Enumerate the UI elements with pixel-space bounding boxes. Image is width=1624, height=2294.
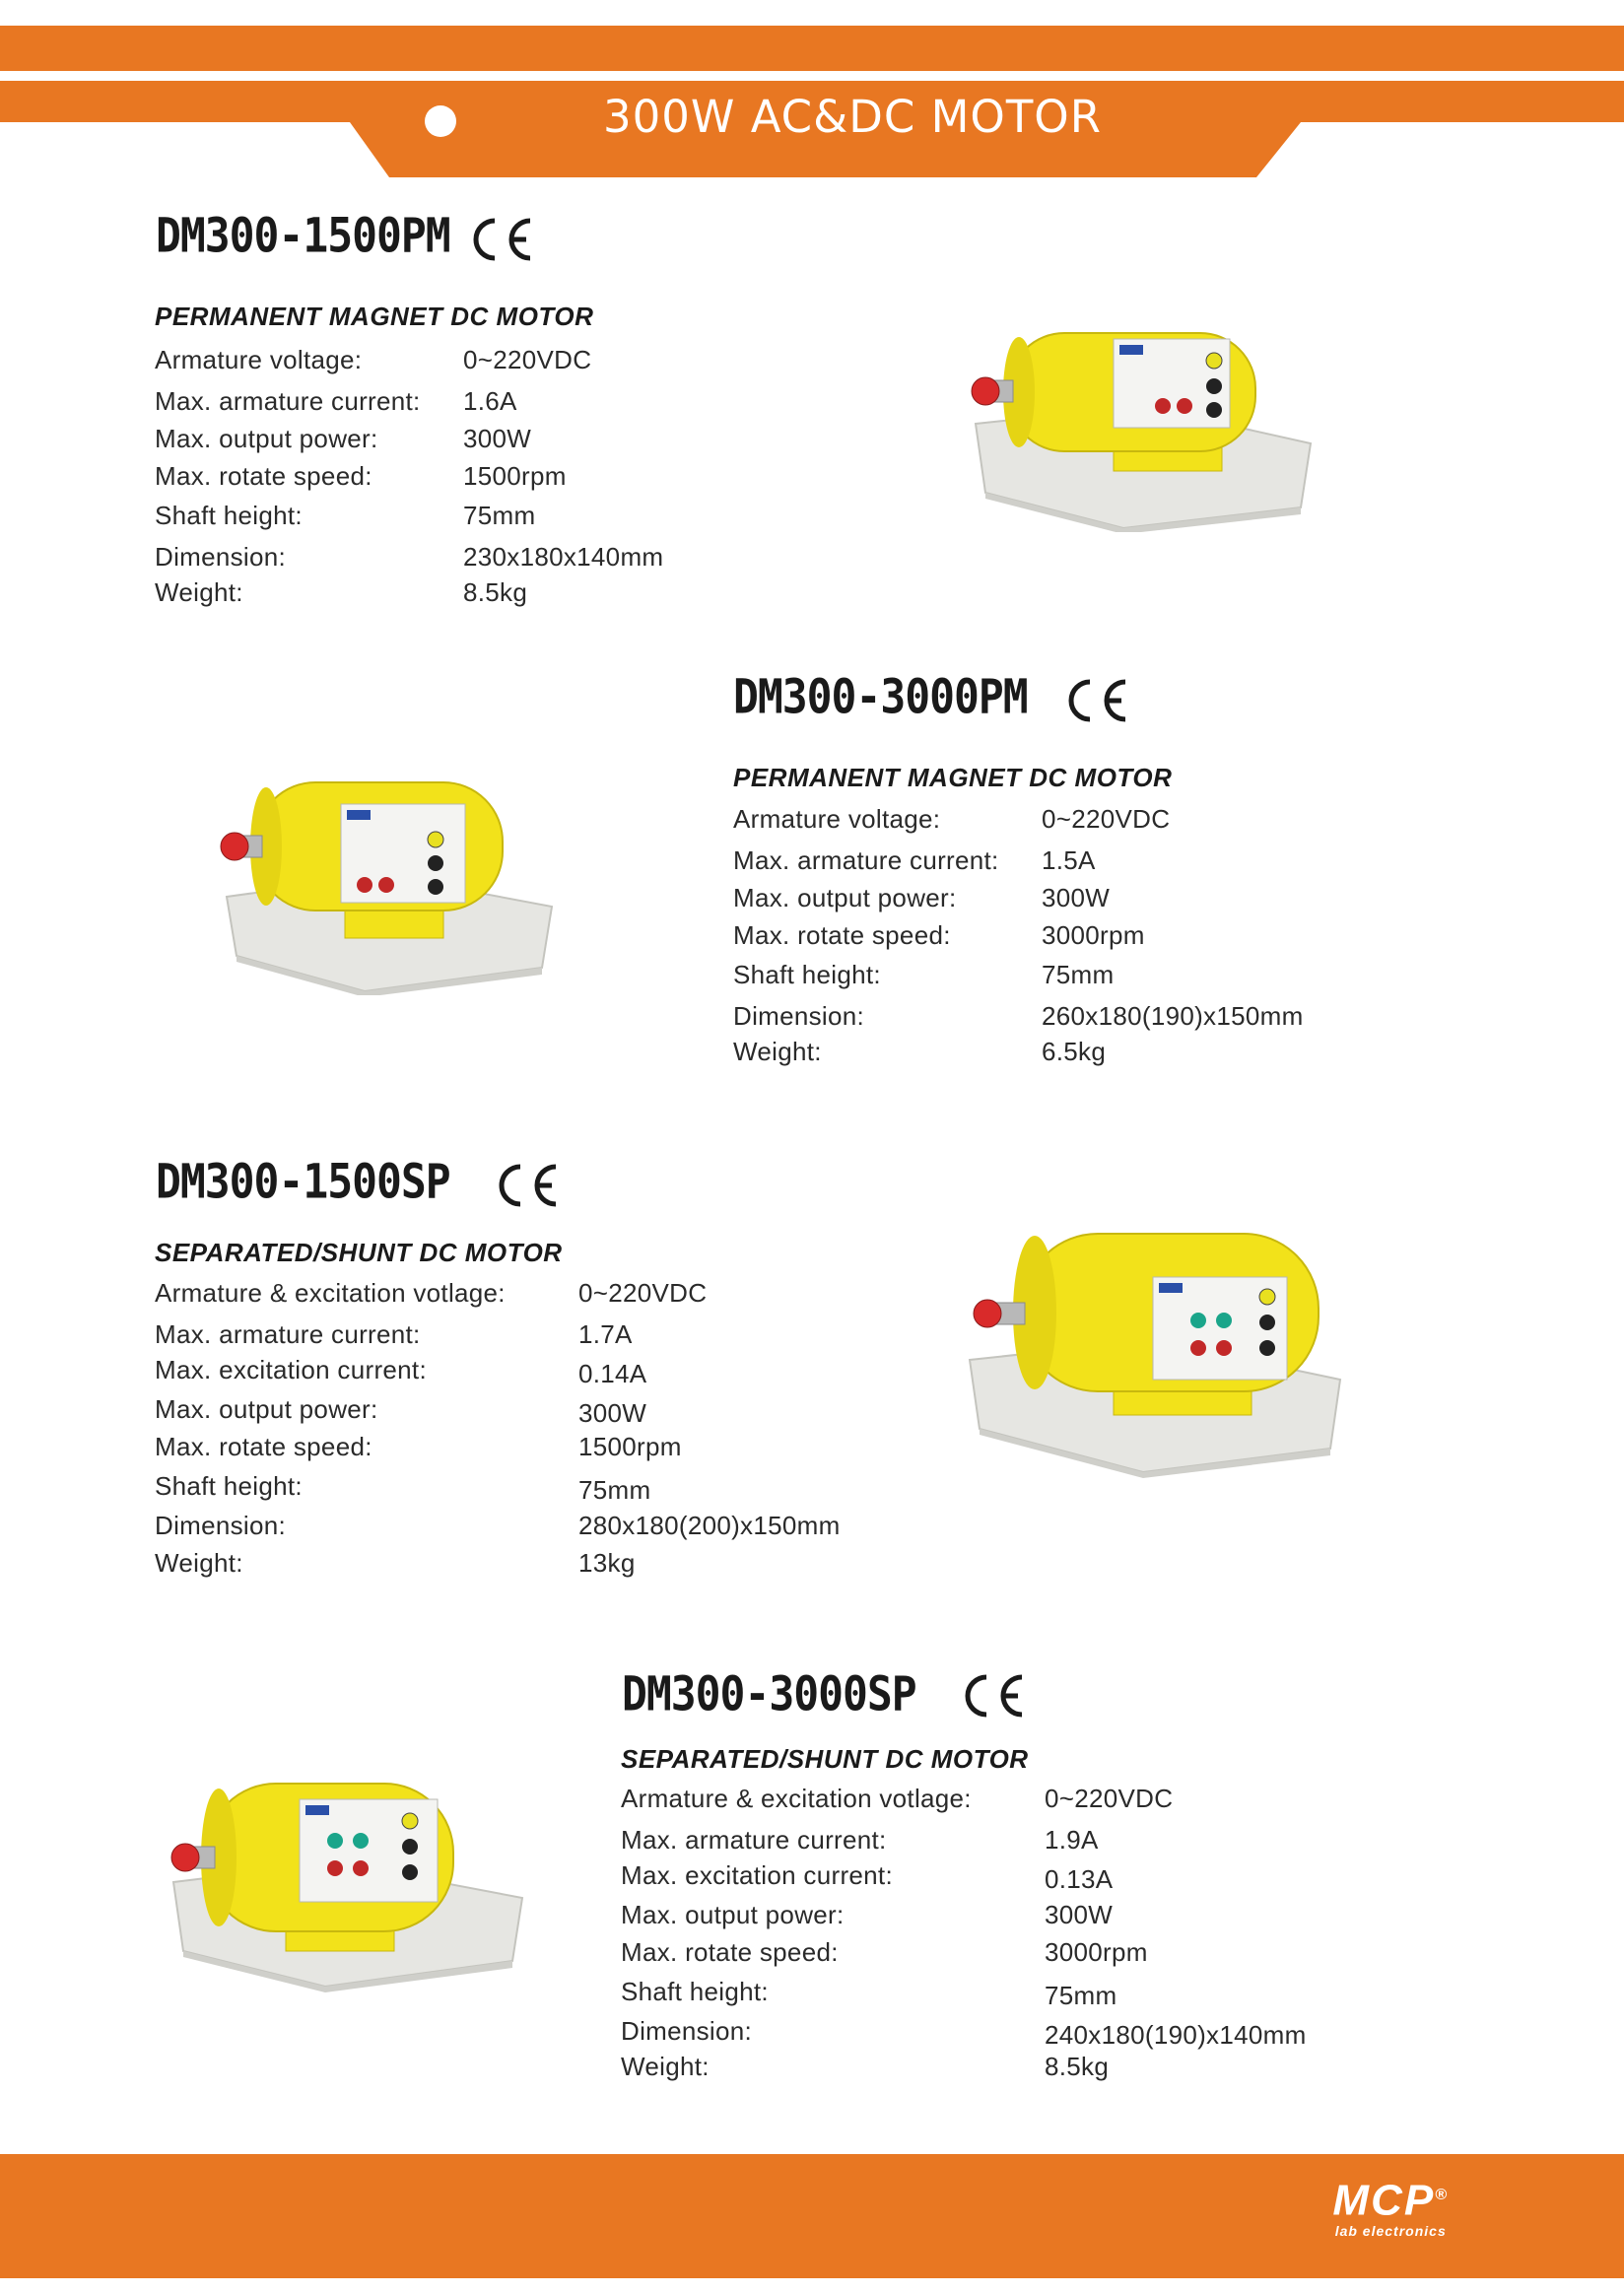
ce-mark-icon [957, 1671, 1028, 1720]
ce-mark-icon [1060, 676, 1131, 725]
ce-mark-icon [465, 215, 536, 264]
motor-photo [966, 1214, 1360, 1480]
mcp-logo: MCP® lab electronics [1332, 2176, 1449, 2239]
model-name: DM300-1500PM [156, 209, 450, 264]
motor-type: SEPARATED/SHUNT DC MOTOR [621, 1744, 1029, 1774]
motor-type: PERMANENT MAGNET DC MOTOR [155, 302, 594, 331]
model-name: DM300-1500SP [156, 1155, 450, 1210]
model-name: DM300-3000SP [622, 1667, 916, 1722]
page-title: 300W AC&DC MOTOR [603, 91, 1102, 143]
ce-mark-icon [491, 1161, 562, 1210]
product-dm300-3000sp [622, 1667, 916, 1722]
header-banner [0, 0, 1624, 177]
motor-photo [966, 296, 1330, 532]
motor-photo [217, 759, 562, 995]
motor-photo [168, 1764, 532, 2000]
product-dm300-1500sp [156, 1155, 450, 1210]
motor-type: SEPARATED/SHUNT DC MOTOR [155, 1238, 563, 1267]
bullet-dot-icon [425, 105, 456, 137]
model-name: DM300-3000PM [733, 670, 1028, 725]
motor-type: PERMANENT MAGNET DC MOTOR [733, 763, 1173, 792]
product-dm300-1500pm [156, 209, 450, 264]
product-dm300-3000pm [733, 670, 1028, 725]
